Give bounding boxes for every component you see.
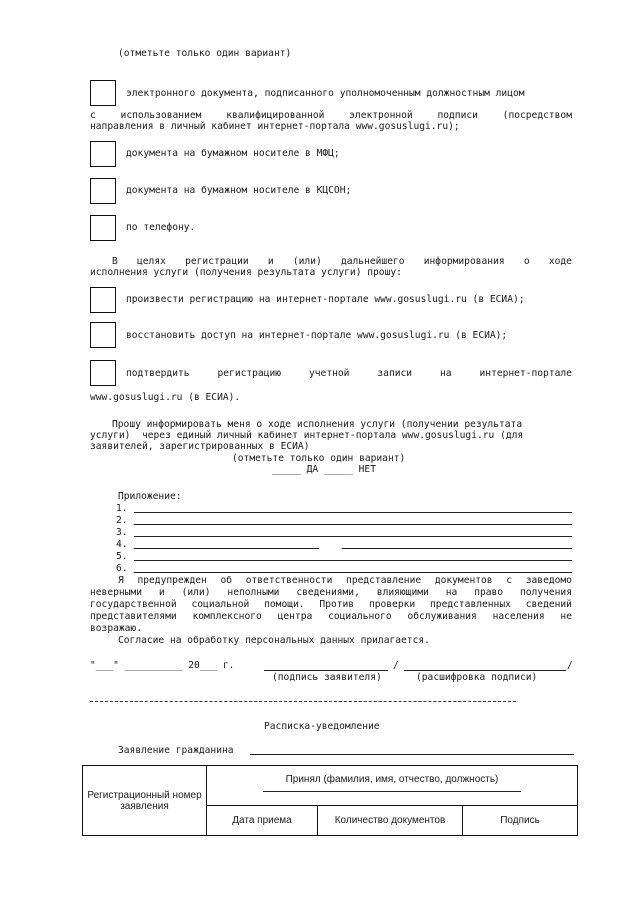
registration-restore-label: восстановить доступ на интернет-портале www.gosuslugi.ru (в ЕСИА); <box>126 330 508 341</box>
registration-confirm-checkbox[interactable] <box>90 360 116 386</box>
delivery-electronic-line3: направления в личный кабинет интернет-портала www.gosuslugi.ru); <box>90 121 460 132</box>
consent-text: Согласие на обработку персональных данных прилагается. <box>118 635 430 646</box>
word: документов <box>434 575 493 586</box>
word: неверными <box>90 587 142 598</box>
reg-number-cell <box>83 766 207 836</box>
word: и <box>158 587 165 598</box>
word: интернет-портале <box>479 368 572 379</box>
word: получения <box>520 587 572 598</box>
word: помощи. <box>264 599 305 610</box>
word: неполными <box>227 587 280 598</box>
attachment-line-1[interactable] <box>134 512 572 513</box>
attachment-line-3[interactable] <box>134 536 572 537</box>
word: предупрежден <box>137 575 207 586</box>
word: ходе <box>548 256 572 267</box>
word: (или) <box>181 587 211 598</box>
word: государственной <box>90 599 177 610</box>
word: представление <box>346 575 422 586</box>
word: комплексного <box>192 611 262 622</box>
accepted-underline <box>263 791 521 792</box>
word: целях <box>137 256 166 267</box>
delivery-phone-checkbox[interactable] <box>90 215 116 241</box>
word: сведениями, <box>296 587 360 598</box>
word: представителями <box>90 611 177 622</box>
word: на <box>440 368 452 379</box>
attachment-number-4: 4. <box>116 539 128 550</box>
word: представленных <box>430 599 511 610</box>
statement-label: Заявление гражданина <box>118 745 234 756</box>
word: подписи <box>437 110 478 121</box>
word: квалифицированной <box>226 110 325 121</box>
signature-slash-2: / <box>567 660 573 671</box>
inform-yes-no-choice[interactable]: _____ ДА _____ НЕТ <box>272 464 376 475</box>
decode-line[interactable] <box>404 670 566 671</box>
registration-restore-checkbox[interactable] <box>90 322 116 348</box>
word: обслуживания <box>407 611 477 622</box>
registration-register-label: произвести регистрацию на интернет-портале www.gosuslugi.ru (в ЕСИА); <box>126 294 525 305</box>
word: на <box>445 587 458 598</box>
date-header: Дата приема <box>207 806 318 836</box>
word: регистрации <box>185 256 249 267</box>
count-header: Количество документов <box>318 806 463 836</box>
delivery-mfc-label: документа на бумажном носителе в МФЦ; <box>126 148 340 159</box>
inform-line1: Прошу информировать меня о ходе исполнения услуги (получении результата <box>112 419 523 430</box>
accepted-header: Принял (фамилия, имя, отчество, должность) <box>285 774 499 785</box>
warning-line1 <box>118 575 572 586</box>
inform-line3: заявителей, зарегистрированных в ЕСИА) <box>90 441 310 452</box>
word: центра <box>277 611 313 622</box>
delivery-phone-label: по телефону. <box>126 222 196 233</box>
attachment-line-6[interactable] <box>134 572 572 573</box>
inform-line2: услуги) через единый личный кабинет интернет-портала www.gosuslugi.ru (для <box>90 430 524 441</box>
word: с <box>506 575 513 586</box>
registration-confirm-line1 <box>126 368 572 379</box>
attachment-number-5: 5. <box>116 551 128 562</box>
word: информирования <box>423 256 505 267</box>
registration-confirm-line2: www.gosuslugi.ru (в ЕСИА). <box>90 392 241 403</box>
sign-header: Подпись <box>463 806 578 836</box>
word: социальной <box>191 599 250 610</box>
warning-line3 <box>90 599 572 610</box>
receipt-table <box>82 765 578 836</box>
word: о <box>523 256 530 267</box>
word: Против <box>319 599 355 610</box>
word: подтвердить <box>126 368 190 379</box>
word: об <box>220 575 233 586</box>
warning-line2 <box>90 587 572 598</box>
word: (или) <box>292 256 322 267</box>
reg-number-header: Регистрационный номер заявления <box>87 789 202 812</box>
word: дальнейшего <box>340 256 405 267</box>
signature-date[interactable]: "___" __________ 20___ г. <box>90 660 235 671</box>
word: влияющими <box>376 587 429 598</box>
word: населения <box>492 611 545 622</box>
word: Я <box>118 575 124 586</box>
attachment-number-1: 1. <box>116 503 128 514</box>
word: электронной <box>349 110 413 121</box>
word: регистрацию <box>217 368 282 379</box>
attachment-line-4b[interactable] <box>342 548 572 549</box>
decode-label: (расшифровка подписи) <box>416 672 538 683</box>
word: и <box>267 256 274 267</box>
accepted-cell[interactable] <box>207 766 578 806</box>
warning-line4 <box>90 611 572 622</box>
attachment-line-5[interactable] <box>134 560 572 561</box>
registration-register-checkbox[interactable] <box>90 287 116 313</box>
delivery-electronic-label: электронного документа, подписанного уполномоченным должностным лицом <box>126 88 525 99</box>
choose-one-note: (отметьте только один вариант) <box>118 48 292 59</box>
cut-line <box>90 701 516 702</box>
word: ответственности <box>245 575 333 586</box>
word: проверки <box>368 599 416 610</box>
receipt-title: Расписка-уведомление <box>264 721 380 732</box>
word: с <box>90 110 96 121</box>
word: (посредством <box>502 110 572 121</box>
signature-label: (подпись заявителя) <box>272 672 382 683</box>
statement-line[interactable] <box>250 754 574 755</box>
signature-line[interactable] <box>264 670 388 671</box>
word: заведомо <box>525 575 572 586</box>
registration-intro-line1 <box>112 256 572 267</box>
word: записи <box>377 368 413 379</box>
inform-note: (отметьте только один вариант) <box>232 453 406 464</box>
delivery-kcson-label: документа на бумажном носителе в КЦСОН; <box>126 185 352 196</box>
word: В <box>112 256 118 267</box>
word: социального <box>328 611 392 622</box>
attachment-line-4a[interactable] <box>134 548 319 549</box>
delivery-kcson-checkbox[interactable] <box>90 178 116 204</box>
word: учетной <box>309 368 350 379</box>
attachment-number-6: 6. <box>116 563 128 574</box>
delivery-electronic-line2 <box>90 110 572 121</box>
word: не <box>560 611 572 622</box>
attachment-number-2: 2. <box>116 515 128 526</box>
signature-slash-1: / <box>393 660 399 671</box>
attachment-line-2[interactable] <box>134 524 572 525</box>
word: сведений <box>525 599 572 610</box>
registration-intro-line2: исполнения услуги (получения результата услуги) прошу: <box>90 267 402 278</box>
attachment-number-3: 3. <box>116 527 128 538</box>
attachments-title: Приложение: <box>118 491 182 502</box>
warning-line5: возражаю. <box>90 623 142 634</box>
delivery-mfc-checkbox[interactable] <box>90 141 116 167</box>
delivery-electronic-checkbox[interactable] <box>90 80 116 106</box>
word: право <box>474 587 504 598</box>
word: использованием <box>120 110 202 121</box>
